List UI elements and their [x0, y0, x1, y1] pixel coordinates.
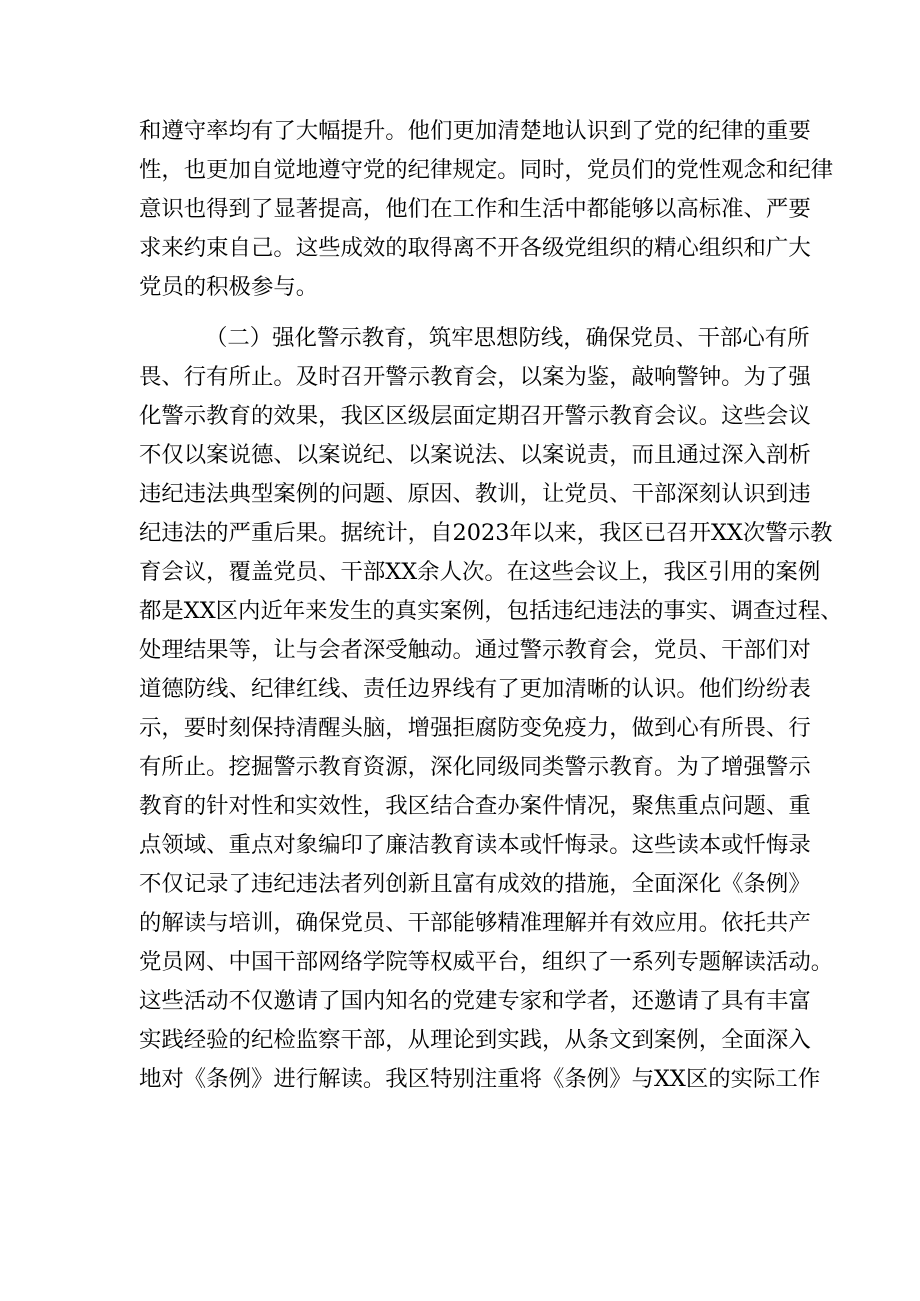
text-line: 道德防线、纪律红线、责任边界线有了更加清晰的认识。他们纷纷表 [139, 676, 811, 702]
text-line: 违纪违法典型案例的问题、原因、教训，让党员、干部深刻认识到违 [139, 481, 811, 507]
text-line: 点领域、重点对象编印了廉洁教育读本或忏悔录。这些读本或忏悔录 [139, 832, 811, 858]
text-line: 育会议，覆盖党员、干部XX余人次。在这些会议上，我区引用的案例 [139, 559, 821, 585]
text-line: 不仅记录了违纪违法者列创新且富有成效的措施，全面深化《条例》 [139, 871, 811, 897]
text-line: 和遵守率均有了大幅提升。他们更加清楚地认识到了党的纪律的重要 [139, 118, 811, 144]
text-line: 不仅以案说德、以案说纪、以案说法、以案说责，而且通过深入剖析 [139, 442, 811, 468]
text-line: 意识也得到了显著提高，他们在工作和生活中都能够以高标准、严要 [139, 196, 811, 222]
text-line: 实践经验的纪检监察干部，从理论到实践，从条文到案例，全面深入 [139, 1027, 811, 1053]
text-line: 化警示教育的效果，我区区级层面定期召开警示教育会议。这些会议 [139, 403, 811, 429]
text-line: 有所止。挖掘警示教育资源，深化同级同类警示教育。为了增强警示 [139, 754, 811, 780]
text-line: 地对《条例》进行解读。我区特别注重将《条例》与XX区的实际工作 [139, 1066, 821, 1092]
text-line: 这些活动不仅邀请了国内知名的党建专家和学者，还邀请了具有丰富 [139, 988, 811, 1014]
text-line: 都是XX区内近年来发生的真实案例，包括违纪违法的事实、调查过程、 [139, 598, 843, 624]
text-line: 示，要时刻保持清醒头脑，增强拒腐防变免疫力，做到心有所畏、行 [139, 715, 811, 741]
paragraph-achievements [139, 112, 834, 307]
text-line: 性，也更加自觉地遵守党的纪律规定。同时，党员们的党性观念和纪律 [139, 157, 834, 183]
section-heading-line: （二）强化警示教育，筑牢思想防线，确保党员、干部心有所 [205, 325, 810, 351]
paragraph-warning-education [139, 319, 843, 1138]
text-line: 的解读与培训，确保党员、干部能够精准理解并有效应用。依托共产 [139, 910, 811, 936]
text-line: 党员的积极参与。 [139, 274, 319, 300]
document-body [139, 112, 843, 1138]
text-line: 求来约束自己。这些成效的取得离不开各级党组织的精心组织和广大 [139, 235, 811, 261]
text-line [139, 1099, 799, 1138]
text-line: 处理结果等，让与会者深受触动。通过警示教育会，党员、干部们对 [139, 637, 811, 663]
paragraph-gap [139, 307, 799, 319]
text-line: 党员网、中国干部网络学院等权威平台，组织了一系列专题解读活动。 [139, 949, 834, 975]
text-line: 畏、行有所止。及时召开警示教育会，以案为鉴，敲响警钟。为了强 [139, 364, 811, 390]
text-line: 纪违法的严重后果。据统计，自2023年以来，我区已召开XX次警示教 [139, 520, 833, 546]
text-line: 教育的针对性和实效性，我区结合查办案件情况，聚焦重点问题、重 [139, 793, 811, 819]
